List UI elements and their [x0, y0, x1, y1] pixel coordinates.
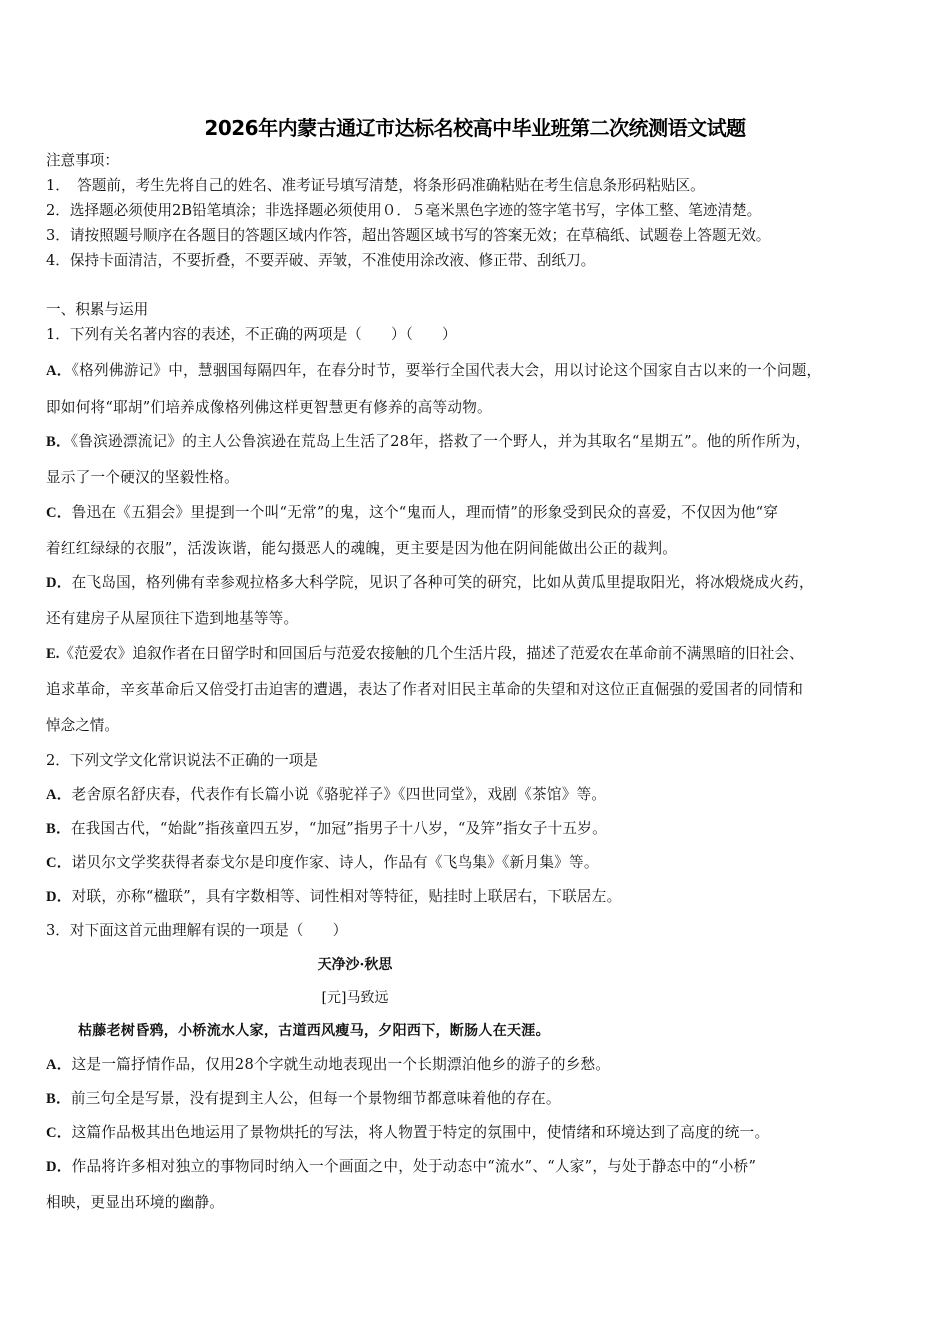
q1-option-c-cont: 着红红绿绿的衣服”，活泼诙谐，能勾摄恶人的魂魄，更主要是因为他在阴间能做出公正的裁判。 — [46, 540, 678, 557]
q1-option-b — [46, 432, 811, 452]
q1-option-e — [46, 644, 804, 664]
q2-option-c — [46, 853, 599, 873]
option-label: D． — [46, 889, 72, 905]
notice-item: 1． 答题前，考生先将自己的姓名、准考证号填写清楚，将条形码准确粘贴在考生信息条形码粘贴区。 — [46, 177, 705, 194]
q3-option-c — [46, 1123, 769, 1143]
option-text: 在我国古代，“始龀”指孩童四五岁，“加冠”指男子十八岁，“及笄”指女子十五岁。 — [70, 820, 607, 837]
option-text: 鲁迅在《五猖会》里提到一个叫“无常”的鬼，这个“鬼而人，理而情”的形象受到民众的喜爱，不仅因为他“穿 — [71, 504, 779, 521]
page-title: 2026年内蒙古通辽市达标名校高中毕业班第二次统测语文试题 — [204, 116, 746, 140]
option-text: 《鲁滨逊漂流记》的主人公鲁滨逊在荒岛上生活了28年，搭救了一个野人，并为其取名“星期五”。他的所作所为， — [70, 433, 811, 450]
option-label: D． — [46, 1159, 72, 1175]
q2-option-b — [46, 819, 607, 839]
option-text: 作品将许多相对独立的事物同时纳入一个画面之中，处于动态中“流水”、“人家”，与处于静态中的“小桥” — [71, 1158, 757, 1175]
option-text: 《范爱农》追叙作者在日留学时和回国后与范爱农接触的几个生活片段，描述了范爱农在革命前不满黑暗的旧社会、 — [59, 645, 804, 662]
option-label: A． — [46, 1057, 72, 1073]
notice-item: 4．保持卡面清洁，不要折叠，不要弄破、弄皱，不准使用涂改液、修正带、刮纸刀。 — [46, 252, 596, 269]
section-heading: 一、积累与运用 — [46, 301, 149, 318]
q3-option-d-cont: 相映，更显出环境的幽静。 — [46, 1194, 225, 1211]
q1-option-b-cont: 显示了一个硬汉的坚毅性格。 — [46, 469, 239, 486]
option-text: 对联，亦称“楹联”，具有字数相等、词性相对等特征，贴挂时上联居右，下联居左。 — [71, 888, 622, 905]
q3-option-d — [46, 1157, 756, 1177]
option-label: D． — [46, 575, 72, 591]
q1-option-c — [46, 503, 778, 523]
option-label: A． — [46, 363, 72, 379]
option-label: B． — [46, 1091, 71, 1107]
poem-body: 枯藤老树昏鸦，小桥流水人家，古道西风瘦马，夕阳西下，断肠人在天涯。 — [78, 1023, 550, 1039]
q1-option-d — [46, 573, 814, 593]
q1-option-a — [46, 361, 821, 381]
q2-option-d — [46, 887, 621, 907]
option-text: 这是一篇抒情作品，仅用28个字就生动地表现出一个长期漂泊他乡的游子的乡愁。 — [71, 1056, 611, 1073]
option-text: 老舍原名舒庆春，代表作有长篇小说《骆驼祥子》《四世同堂》，戏剧《茶馆》等。 — [71, 786, 607, 803]
q1-option-e-cont: 追求革命，辛亥革命后又倍受打击迫害的遭遇，表达了作者对旧民主革命的失望和对这位正直倔强的爱国者的同情和 — [46, 681, 804, 698]
option-text: 这篇作品极其出色地运用了景物烘托的写法，将人物置于特定的氛围中，使情绪和环境达到了高度的统一。 — [71, 1124, 770, 1141]
option-text: 在飞岛国，格列佛有幸参观拉格多大科学院，见识了各种可笑的研究，比如从黄瓜里提取阳光，将冰煅烧成火药， — [71, 574, 814, 591]
q1-option-d-cont: 还有建房子从屋顶往下造到地基等等。 — [46, 610, 299, 627]
q3-option-a — [46, 1055, 610, 1075]
notice-item: 2．选择题必须使用2B铅笔填涂；非选择题必须使用０．５毫米黑色字迹的签字笔书写，字体工整、笔迹清楚。 — [46, 202, 762, 219]
option-label: C． — [46, 855, 72, 871]
option-text: 前三句全是写景，没有提到主人公，但每一个景物细节都意味着他的存在。 — [70, 1090, 561, 1107]
q1-option-a-cont: 即如何将“耶胡”们培养成像格列佛这样更智慧更有修养的高等动物。 — [46, 399, 492, 416]
q2-option-a — [46, 785, 606, 805]
poem-title: 天净沙·秋思 — [317, 957, 393, 973]
option-label: E. — [46, 646, 60, 662]
option-label: B． — [46, 821, 71, 837]
option-text: 诺贝尔文学奖获得者泰戈尔是印度作家、诗人，作品有《飞鸟集》《新月集》等。 — [71, 854, 599, 871]
notice-item: 3．请按照题号顺序在各题目的答题区域内作答，超出答题区域书写的答案无效；在草稿纸、试题卷上答题无效。 — [46, 227, 771, 244]
option-label: B． — [46, 434, 71, 450]
option-text: 《格列佛游记》中，慧骃国每隔四年，在春分时节，要举行全国代表大会，用以讨论这个国家自古以来的一个问题， — [71, 362, 822, 379]
question-stem-3: 3．对下面这首元曲理解有误的一项是（ ） — [46, 922, 348, 939]
notice-heading: 注意事项： — [46, 152, 119, 169]
q1-option-e-cont: 悼念之情。 — [46, 717, 119, 734]
question-stem-2: 2．下列文学文化常识说法不正确的一项是 — [46, 752, 318, 769]
option-label: A． — [46, 787, 72, 803]
option-label: C． — [46, 505, 72, 521]
poem-author: [元]马致远 — [321, 990, 389, 1006]
question-stem-1: 1．下列有关名著内容的表述，不正确的两项是（ ）（ ） — [46, 326, 457, 343]
option-label: C． — [46, 1125, 72, 1141]
q3-option-b — [46, 1089, 561, 1109]
